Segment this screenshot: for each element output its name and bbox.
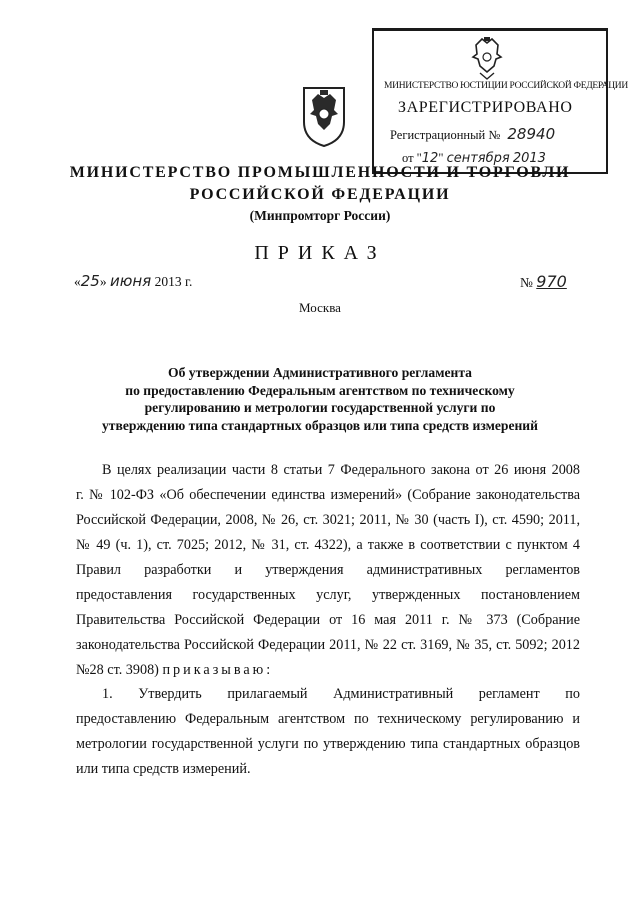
stamp-date-quote: " (438, 151, 444, 165)
order-verb: приказываю: (162, 662, 274, 678)
body-paragraph-2 (76, 682, 580, 782)
subject-line: Об утверждении Административного регламента (168, 365, 472, 380)
stamp-date-prefix: от " (402, 151, 422, 165)
text-line-prefix: №28 ст. 3908) (76, 662, 159, 678)
order-subject (80, 364, 560, 434)
stamp-date-year: 2013 (512, 151, 546, 166)
city: Москва (299, 300, 341, 315)
stamp-date-month: сентября (446, 151, 510, 166)
text-line: г. № 102-ФЗ «Об обеспечении единства измерений» (Собрание законодательства (76, 487, 580, 503)
registration-stamp (372, 28, 628, 174)
text-line: или типа средств измерений. (76, 761, 251, 777)
text-line: Правительства Российской Федерации от 16 мая 2011 г. № 373 (Собрание (76, 612, 580, 628)
text-line: законодательства Российской Федерации 2011, № 22 ст. 3169, № 35, ст. 5092; 2012 (76, 637, 580, 653)
stamp-reg-label: Регистрационный № (390, 128, 501, 142)
number-value: 970 (536, 272, 567, 291)
ministry-line-1: МИНИСТЕРСТВО ПРОМЫШЛЕННОСТИ И ТОРГОВЛИ (69, 164, 571, 181)
text-line: предоставлению Федеральным агентством по техническому регулированию и (76, 711, 580, 727)
text-line: Правил разработки и утверждения административных регламентов (76, 562, 580, 578)
text-line: В целях реализации части 8 статьи 7 Федерального закона от 26 июня 2008 (102, 462, 580, 478)
body-paragraph-1 (76, 458, 580, 683)
coat-of-arms-icon (300, 84, 348, 148)
document-type: ПРИКАЗ (254, 242, 386, 264)
stamp-reg-number: 28940 (507, 125, 556, 143)
stamp-registration-number (390, 125, 555, 143)
text-line: № 49 (ч. 1), ст. 7025; 2012, № 31, ст. 4322), а также в соответствии с пунктом 4 (76, 537, 580, 553)
subject-line: утверждению типа стандартных образцов или типа средств измерений (102, 417, 538, 433)
date-day: 25 (80, 272, 100, 290)
text-line (76, 658, 580, 683)
order-date (74, 272, 192, 290)
order-number (520, 272, 567, 291)
date-month: июня (109, 272, 152, 290)
ministry-short-name: (Минпромторг России) (249, 208, 391, 223)
text-line: 1. Утвердить прилагаемый Административный регламент по (102, 686, 580, 702)
ministry-line-2: РОССИЙСКОЙ ФЕДЕРАЦИИ (189, 186, 451, 203)
text-line: Российской Федерации, 2008, № 26, ст. 3021; 2011, № 30 (часть I), ст. 4590; 2011, (76, 512, 580, 528)
text-line: предоставления государственных услуг, утвержденных постановлением (76, 587, 580, 603)
subject-line: по предоставлению Федеральным агентством по техническому (125, 382, 515, 398)
text-line: метрологии государственной услуги по утверждению типа стандартных образцов (76, 736, 580, 752)
stamp-organization: МИНИСТЕРСТВО ЮСТИЦИИ РОССИЙСКОЙ ФЕДЕРАЦИИ (384, 81, 628, 91)
date-open-quote: « (74, 274, 81, 289)
ministry-name (0, 164, 640, 204)
stamp-date-day: 12 (421, 151, 439, 166)
subject-line: регулированию и метрологии государственной услуги по (144, 400, 496, 415)
date-close-quote: » (99, 274, 107, 289)
number-prefix: № (520, 275, 533, 290)
stamp-eagle-icon (466, 35, 508, 81)
date-year: 2013 г. (154, 274, 193, 289)
stamp-title: ЗАРЕГИСТРИРОВАНО (398, 99, 573, 116)
